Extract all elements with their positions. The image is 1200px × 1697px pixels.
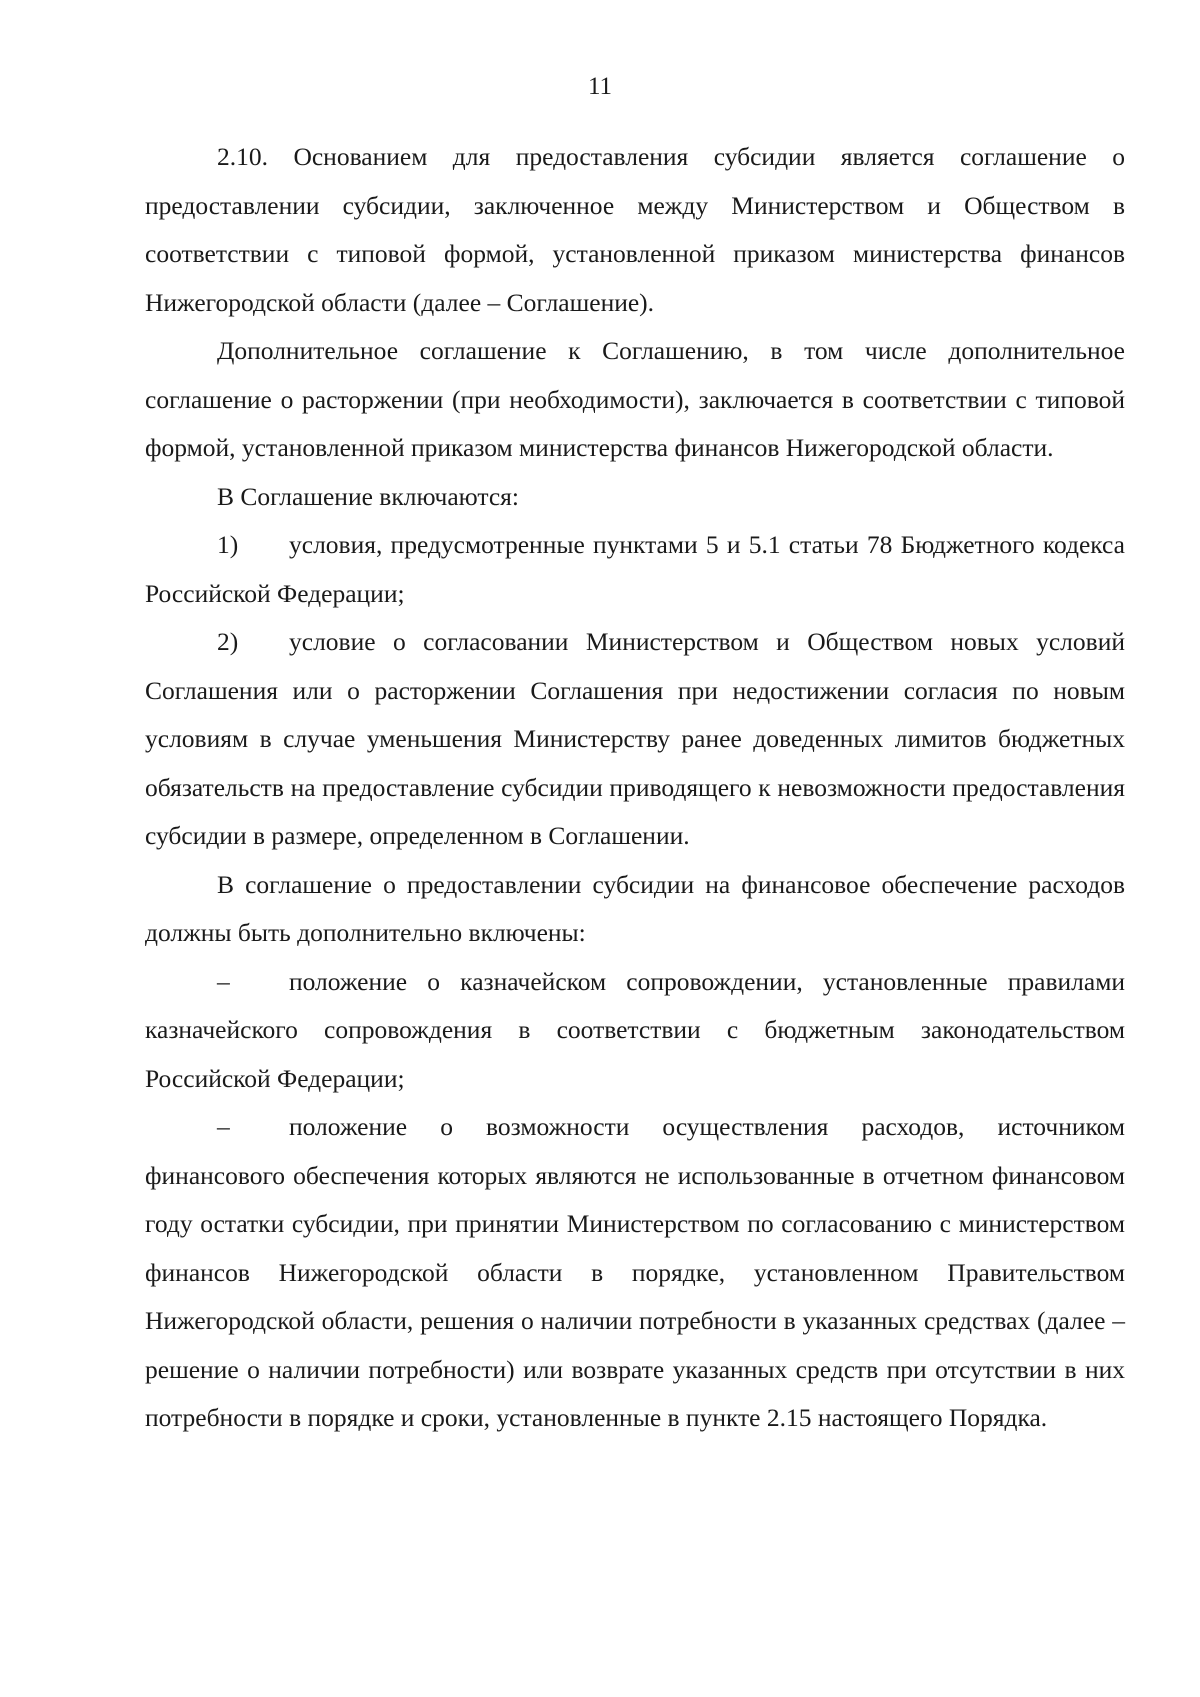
list-marker: – [217, 966, 230, 996]
dash-item-remaining-funds [145, 1103, 1125, 1443]
list-marker: – [217, 1112, 230, 1141]
list-item-2 [145, 618, 1125, 861]
list-item-text: условие о согласовании Министерством и Обществом новых условий Соглашения или о расторжении Соглашения при недостижении согласия по новым условиям в случае уменьшения Министерству ранее доведенных лимитов бюджетных обязательств на предоставление субсидии приводящего к невозможности предоставления субсидии в размере, определенном в Соглашении. [145, 627, 1125, 850]
list-item-text: положение о возможности осуществления расходов, источником финансового обеспечения которых являются не использованные в отчетном финансовом году остатки субсидии, при принятии Министерством по согласованию с министерством финансов Нижегородской области в порядке, установленном Правительством Нижегородской области, решения о наличии потребности в указанных средствах (далее – решение о наличии потребности) или возврате указанных средств при отсутствии в них потребности в порядке и сроки, установленные в пункте 2.15 настоящего Порядка. [145, 1112, 1125, 1432]
paragraph-2-10: 2.10. Основанием для предоставления субсидии является соглашение о предоставлении субсидии, заключенное между Министерством и Обществом в соответствии с типовой формой, установленной приказом министерства финансов Нижегородской области (далее – Соглашение). [145, 142, 1125, 317]
dash-item-treasury [145, 958, 1125, 1104]
document-body [145, 133, 1125, 1443]
paragraph-additional-agreement: Дополнительное соглашение к Соглашению, в том числе дополнительное соглашение о расторжении (при необходимости), заключается в соответствии с типовой формой, установленной приказом министерства финансов Нижегородской области. [145, 336, 1125, 462]
list-marker: 1) [217, 530, 239, 559]
list-item-1 [145, 521, 1125, 618]
paragraph-additional-provisions: В соглашение о предоставлении субсидии на финансовое обеспечение расходов должны быть дополнительно включены: [145, 869, 1125, 947]
page-number: 11 [587, 73, 613, 100]
list-item-text: положение о казначейском сопровождении, установленные правилами казначейского сопровождения в соответствии с бюджетным законодательством Российской Федерации; [145, 966, 1125, 1093]
paragraph-agreement-includes: В Соглашение включаются: [217, 481, 519, 511]
list-marker: 2) [217, 627, 239, 656]
list-item-text: условия, предусмотренные пунктами 5 и 5.1 статьи 78 Бюджетного кодекса Российской Федерации; [145, 530, 1125, 608]
